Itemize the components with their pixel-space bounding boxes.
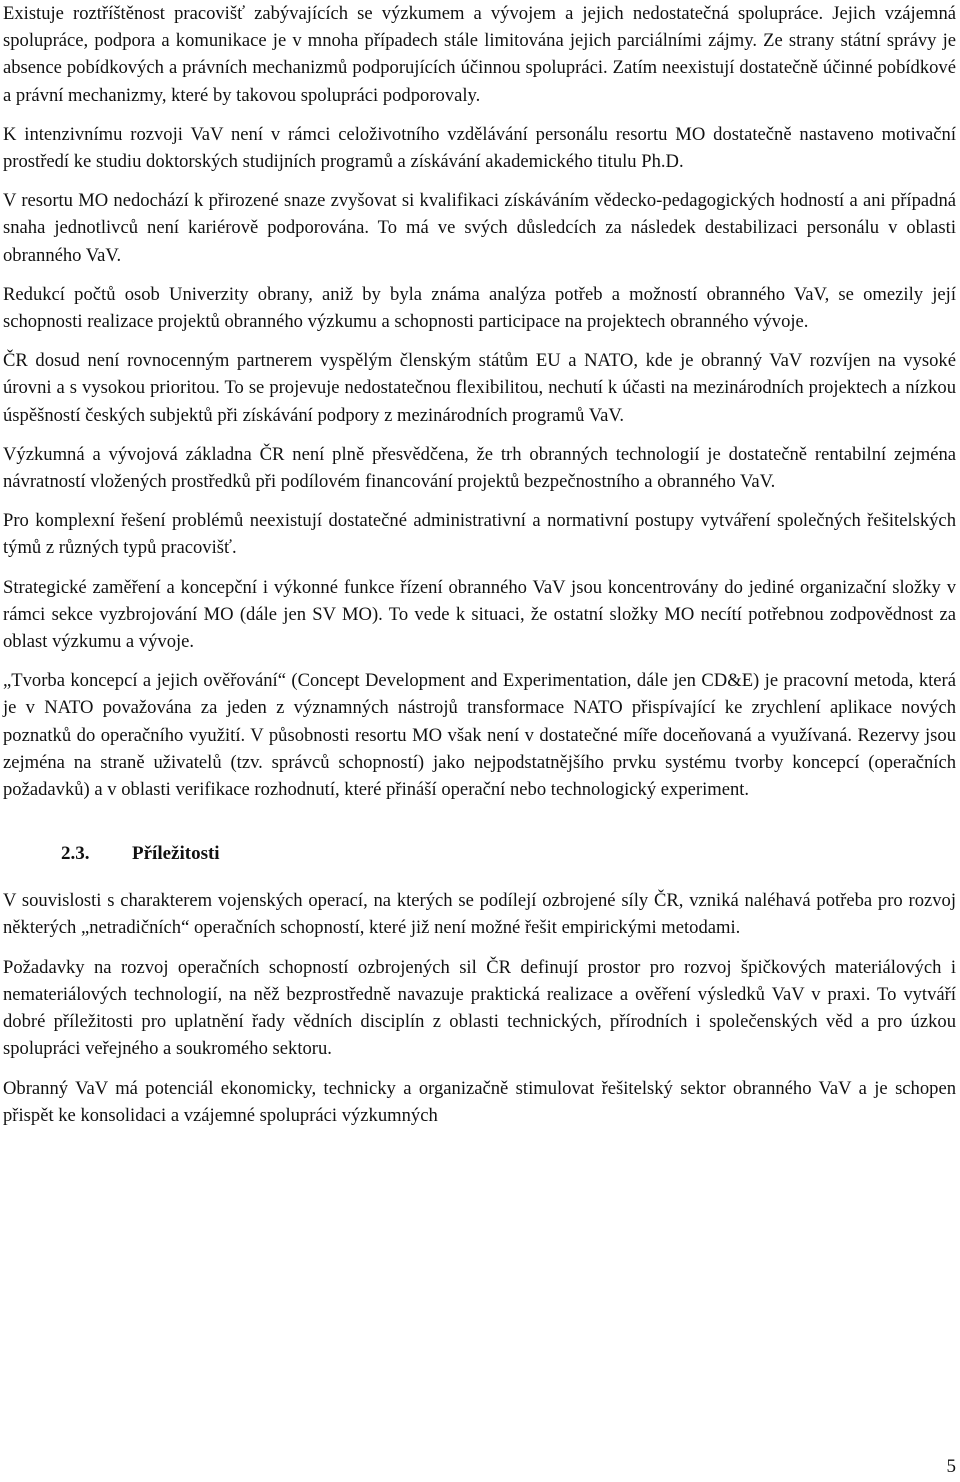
section-title: Příležitosti <box>132 843 220 865</box>
document-page <box>3 0 956 1141</box>
paragraph-qualification: V resortu MO nedochází k přirozené snaze zvyšovat si kvalifikaci získáváním vědecko-pedagogických hodností a ani případná snaha jednotlivců není kariérově podporována. To má ve svých důsledcích za následek destabilizaci personálu v oblasti obranného VaV. <box>3 190 956 266</box>
paragraph-cde: „Tvorba koncepcí a jejich ověřování“ (Concept Development and Experimentation, dále jen CD&E) je pracovní metoda, která je v NATO považována za jeden z významných nástrojů transformace NATO přispívající ke zrychlení aplikace nových poznatků do operačního využití. V působnosti resortu MO však není v dostatečné míře doceňovaná a využívaná. Rezervy jsou zejména na straně uživatelů (tzv. správců schopností) jako nejpodstatnějšího prvku systému tvorby koncepcí (operačních požadavků) a v oblasti verifikace rozhodnutí, které přináší operační nebo technologický experiment. <box>3 670 956 801</box>
section-heading <box>3 841 956 867</box>
page-number: 5 <box>946 1456 956 1477</box>
paragraph-university-reduction: Redukcí počtů osob Univerzity obrany, aniž by byla známa analýza potřeb a možností obranného VaV, se omezily její schopnosti realizace projektů obranného výzkumu a schopnosti participace na projektech obranného vývoje. <box>3 283 956 333</box>
section-number: 2.3. <box>61 843 90 865</box>
paragraph-fragmentation: Existuje roztříštěnost pracovišť zabývajících se výzkumem a vývojem a jejich nedostatečná spolupráce. Jejich vzájemná spolupráce, podpora a komunikace je v mnoha případech stále limitována jejich parciálními zájmy. Ze strany státní správy je absence pobídkových a právních mechanizmů podporujících účinnou spolupráci. Zatím neexistují dostatečně účinné pobídkové a právní mechanizmy, které by takovou spolupráci podporovaly. <box>3 3 956 106</box>
paragraph-complex-solution: Pro komplexní řešení problémů neexistují dostatečné administrativní a normativní postupy vytváření společných řešitelských týmů z různých typů pracovišť. <box>3 510 956 559</box>
paragraph-military-operations: V souvislosti s charakterem vojenských operací, na kterých se podílejí ozbrojené síly ČR, vzniká naléhavá potřeba pro rozvoj některých „netradičních“ operačních schopností, které již není možné řešit empirickými metodami. <box>3 890 956 939</box>
paragraph-research-base: Výzkumná a vývojová základna ČR není plně přesvědčena, že trh obranných technologií je dostatečně rentabilní zejména návratností vložených prostředků při podílovém financování projektů bezpečnostního a obranného VaV. <box>3 443 956 493</box>
paragraph-partnership: ČR dosud není rovnocenným partnerem vyspělým členským státům EU a NATO, kde je obranný VaV rozvíjen na vysoké úrovni a s vysokou prioritou. To se projevuje nedostatečnou flexibilitou, nechutí k účasti na mezinárodních projektech a nízkou úspěšností českých subjektů při získávání podpory z mezinárodních programů VaV. <box>3 350 956 426</box>
paragraph-strategic-focus: Strategické zaměření a koncepční i výkonné funkce řízení obranného VaV jsou koncentrovány do jediné organizační složky v rámci sekce vyzbrojování MO (dále jen SV MO). To vede k situaci, že ostatní složky MO necítí potřebnou zodpovědnost za oblast výzkumu a vývoje. <box>3 576 956 653</box>
paragraph-economic-potential: Obranný VaV má potenciál ekonomicky, technicky a organizačně stimulovat řešitelský sektor obranného VaV a je schopen přispět ke konsolidaci a vzájemné spolupráci výzkumných <box>3 1077 956 1126</box>
paragraph-capability-requirements: Požadavky na rozvoj operačních schopností ozbrojených sil ČR definují prostor pro rozvoj špičkových materiálových i nemateriálových technologií, na něž bezprostředně navazuje praktická realizace a ověření výsledků VaV v praxi. To vytváří dobré příležitosti pro uplatnění řady vědních disciplín z oblasti technických, přírodních i společenských věd a pro úzkou spolupráci veřejného a soukromého sektoru. <box>3 956 956 1060</box>
paragraph-lifelong-learning: K intenzivnímu rozvoji VaV není v rámci celoživotního vzdělávání personálu resortu MO dostatečně nastaveno motivační prostředí ke studiu doktorských studijních programů a získávání akademického titulu Ph.D. <box>3 123 956 173</box>
